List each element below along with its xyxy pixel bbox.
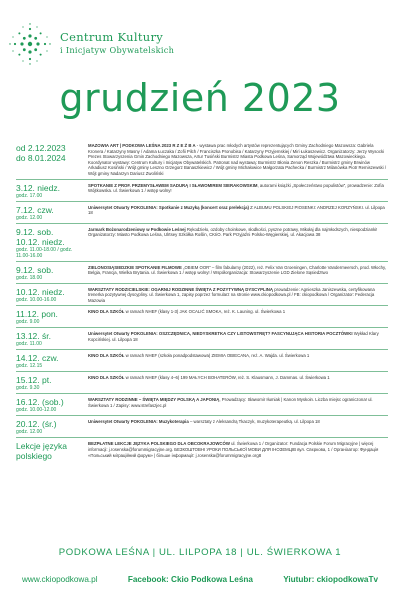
event-time: godz. 10.00-12.00 xyxy=(16,407,57,414)
event-body: w ramach NHEF (szkoła ponadpodstawowa) ZIEMIA OBIECANA, reż. A. Wajda. ul. Świerkowa 1 xyxy=(124,353,310,359)
event-time: godz. 11.00 xyxy=(16,341,42,348)
org-name-line1: Centrum Kultury xyxy=(60,30,164,44)
event-title: ZIELONOSIĄSIEDZKIE SPOTKANIE FILMOWE xyxy=(88,264,182,270)
event-description xyxy=(88,331,388,347)
event-date: 13.12. śr. xyxy=(16,331,51,342)
event-when xyxy=(16,287,88,304)
event-title: BEZPŁATNE LEKCJE JĘZYKA POLSKIEGO DLA OBCOKRAJOWCÓW xyxy=(88,441,230,447)
event-date: 9.12. sob. xyxy=(16,264,54,275)
event-when xyxy=(16,227,88,259)
header xyxy=(8,22,392,72)
event-row xyxy=(16,201,388,223)
event-when xyxy=(16,205,88,221)
event-when xyxy=(16,143,88,177)
event-row xyxy=(16,140,388,179)
event-description xyxy=(88,309,388,325)
event-row xyxy=(16,393,388,415)
event-row xyxy=(16,371,388,393)
event-when xyxy=(16,353,88,369)
event-title: KINO DLA SZKÓŁ xyxy=(88,309,125,315)
event-body: „OBIEM OOR” – film fabularny (2022), reż. Felix Van Groeningen, Charlotte Vandermeersch, prod. Włochy, Belgia, Francja, Wielka Brytania. ul. Świerkowa 1 / wstęp wolny! / Współorganizacja: Stowarzyszenie LGD Zielone Sąsiedztwo xyxy=(88,264,387,276)
event-when xyxy=(16,331,88,347)
event-title: Uniwersytet Otwarty POKOLENIA: Spotkanie z Muzyką (koncert oraz prelekcja) xyxy=(88,204,249,210)
event-time: godz. 10.00-16.00 xyxy=(16,296,57,303)
event-description xyxy=(88,143,388,177)
event-description xyxy=(88,353,388,369)
event-when xyxy=(16,265,88,281)
event-title: WARSZTATY RODZINNE – ŚWIĘTA MIĘDZY POLSKĄ A JAPONIĄ xyxy=(88,397,220,403)
event-date: 20.12. (śr.) xyxy=(16,419,57,430)
event-description xyxy=(88,287,388,304)
event-body: , autorami książki „Społeczeństwo populistów”, prowadzenie: Zofia Wójtkowska. ul. Świerkowa 1 / wstęp wolny! xyxy=(88,182,384,194)
event-time: godz. 12.00 xyxy=(16,429,43,436)
event-row xyxy=(16,261,388,283)
event-time: godz. 18.00 xyxy=(16,274,43,281)
event-date-secondary: polskiego xyxy=(16,451,52,462)
facebook-label: Facebook: xyxy=(127,575,169,584)
event-title: WARSZTATY RODZICIELSKIE: OGARNIJ RODZINNE ŚWIĘTA Z POZYTYWNĄ DYSCYPLINĄ xyxy=(88,286,274,292)
event-date: 3.12. niedz. xyxy=(16,182,60,193)
event-date: Lekcje języka xyxy=(16,441,68,452)
event-title: KINO DLA SZKÓŁ xyxy=(88,353,125,359)
event-time: godz. 12.15 xyxy=(16,363,43,370)
event-when xyxy=(16,183,88,199)
event-row xyxy=(16,437,388,463)
event-title: KINO DLA SZKÓŁ xyxy=(88,375,125,381)
event-date: 10.12. niedz. xyxy=(16,286,65,297)
event-body: w ramach NHEF (klasy 1-3) JAK OCALIĆ SMOKA, reż. K. Launing. ul. Świerkowa 1 xyxy=(124,309,286,315)
event-row xyxy=(16,349,388,371)
event-when xyxy=(16,375,88,391)
events-list xyxy=(16,140,388,463)
event-description xyxy=(88,265,388,281)
event-body: - wystawa prac młodych artystów reprezentujących Gminy Zachodniego Mazowsza: Gabriela Kronera / Katarzyny Masny / Adama Łuczaka / Zofii Pilch / Franciszka Pronobisa / Katarzyny Przyjemskiej / Miri Łukaszewicz. Organizatorzy: Jerzy Wysocki Prezes Stowarzyszenia Gmin Zachodniego Mazowsza, Artur Tusiński Burmistrz Miasta Podkowa Leśna, Samorząd Województwa Mazowieckiego. Koordynator wystawy: Centrum Kultury i Inicjatyw Obywatelskich. Patronat nad wystawą: Burmistrz Błonia Zenon Reszka / Burmistrz gminy Brwinów Arkadiusz Kosiński / Wójt gminy Leszno Grzegorz Banaszkiewicz / Wójt gminy Michałowice Małgorzata Pachecka / Burmistrz Milanówka Piotr Remiszewski / Wójt gminy Nadarzyn Dariusz Zwoliński xyxy=(88,143,387,176)
event-body: Wykład Klary Kopcińskiej. ul. Lilpopa 18 xyxy=(88,331,379,342)
event-time: godz. 11.00-18.00 / godz. 11.00-16.00 xyxy=(16,246,73,259)
sunburst-dots-icon xyxy=(8,22,52,66)
event-title: Uniwersytet Otwarty POKOLENIA: Muzykoterapia xyxy=(88,419,189,425)
event-description xyxy=(88,227,388,259)
facebook-value: Ckio Podkowa Leśna xyxy=(171,575,253,584)
event-row xyxy=(16,179,388,201)
event-body: Z ALBUMU POLSKIEJ PIOSENKI: ANDRZEJ KORZYŃSKI. ul. Lilpopa 18 xyxy=(88,204,385,216)
event-when xyxy=(16,309,88,325)
event-time: godz. 9.00 xyxy=(16,319,40,326)
event-body: – warsztaty z Aleksandrą Tkaczyk, muzykoterapeutką. ul. Lilpopa 18 xyxy=(188,419,320,425)
event-row xyxy=(16,283,388,306)
event-date: 7.12. czw. xyxy=(16,204,54,215)
event-title: Uniwersytet Otwarty POKOLENIA: OSZCZĘDNICA, NIEDYSKRETKA CZY LISTOWSTRĘT? FASCYNUJĄCA HISTORIA POCZTÓWKI xyxy=(88,331,353,337)
youtube-link[interactable] xyxy=(283,575,378,584)
month-title: grudzień 2023 xyxy=(59,76,341,120)
facebook-link[interactable] xyxy=(128,575,253,584)
event-time: godz. 17.00 xyxy=(16,192,43,199)
event-body: , Prowadzący: Sławomir Iłumiak | Kanon Myskoin. Liczba miejsc ograniczona! ul. Świerkowa 1 / Zapisy: www.strefaszjec.pl xyxy=(88,397,373,408)
event-title: Jarmark Bożonarodzeniowy w Podkowie Leśnej xyxy=(88,226,186,232)
event-description xyxy=(88,441,388,461)
event-description xyxy=(88,183,388,199)
event-description xyxy=(88,397,388,413)
event-date-secondary: 10.12. niedz. xyxy=(16,236,65,247)
event-row xyxy=(16,223,388,261)
event-description xyxy=(88,375,388,391)
event-date: 16.12. (sob.) xyxy=(16,397,64,408)
event-body: Rękodzieło, ozdoby choinkowe, słodkości, pyszne potrawy, Mikołaj dla najmłodszych, niespodzianki! Organizatorzy: Miasto Podkowa Leśna, Ulrtsey Szkółka Roślin, CKIiO. Park Przyjaźni Polsko-Węgierskiej, ul. Akacjowa 38 xyxy=(88,226,378,238)
event-description xyxy=(88,205,388,221)
event-date-secondary: do 8.01.2024 xyxy=(16,153,66,163)
footer-bar xyxy=(22,575,378,584)
event-row xyxy=(16,327,388,349)
event-when xyxy=(16,441,88,461)
event-date: od 2.12.2023 xyxy=(16,143,66,153)
website-link[interactable]: www.ckiopodkowa.pl xyxy=(22,575,98,584)
event-description xyxy=(88,419,388,435)
org-name xyxy=(60,30,174,55)
event-date: 14.12. czw. xyxy=(16,353,59,364)
event-when xyxy=(16,419,88,435)
event-date: 9.12. sob. xyxy=(16,226,54,237)
event-body: ul. Świerkowa 1 / Organizator: Fundacja Polskie Forum Migracyjne | więcej informacji: j.rosenska@forummigracyjne.org. БЕЗКОШТОВНІ УРОКИ ПОЛЬСЬКОЇ МОВИ ДЛЯ ІНОЗЕМЦІВ вул. Свєркова, 1 / Організатор: Фундація «Польський міграційний форум» | більше інформації: j.rosenska@forummigracyjne.org8 xyxy=(88,441,379,458)
event-date: 15.12. pt. xyxy=(16,375,52,386)
event-title: SPOTKANIE Z PROF. PRZEMYSŁAWEM SADURĄ I SŁAWOMIREM SIERAKOWSKIM xyxy=(88,182,258,188)
event-body: w ramach NHEF (klasy 4–6) 199 MAŁYCH BOHATERÓW, reż. S. Klausmann, J. Dammas. ul. Świerkowa 1 xyxy=(124,375,330,381)
youtube-value: ckiopodkowaTv xyxy=(316,575,378,584)
event-time: godz. 9.30 xyxy=(16,385,40,392)
event-row xyxy=(16,415,388,437)
event-time: godz. 12.00 xyxy=(16,214,43,221)
event-when xyxy=(16,397,88,413)
event-title: MAZOWIA ART | PODKOWA LEŚNA 2023 R Z E Ź B A xyxy=(88,143,196,148)
footer-address: PODKOWA LEŚNA | UL. LILPOPA 18 | UL. ŚWIERKOWA 1 xyxy=(58,547,342,558)
org-name-line2: i Inicjatyw Obywatelskich xyxy=(60,45,175,55)
event-body: prowadzenie: Agnieszka Janiszewska, certyfikowana trenerka pozytywnej dyscypliny. ul. Świerkowa 1, zapisy poprzez formularz na stronie www.ckiopodkowa.pl / FB: ckiopodkowa / Organizator: Federacja Mazowia xyxy=(88,286,375,303)
youtube-label: Yiutubr: xyxy=(283,575,315,584)
event-date: 11.12. pon. xyxy=(16,309,58,320)
event-row xyxy=(16,305,388,327)
